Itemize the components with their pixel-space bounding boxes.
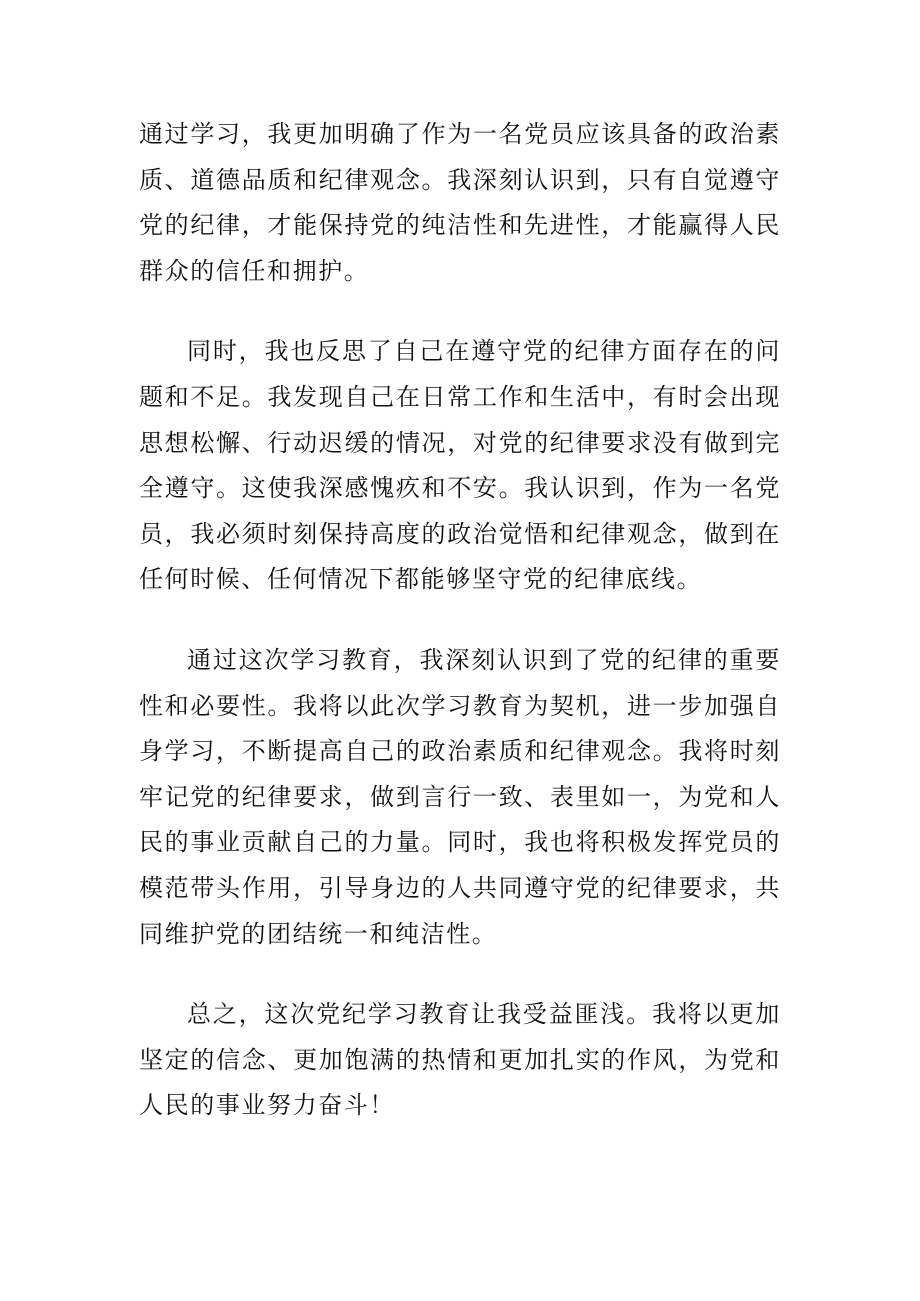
paragraph-4: 总之，这次党纪学习教育让我受益匪浅。我将以更加坚定的信念、更加饱满的热情和更加扎实的作风，为党和人民的事业努力奋斗！ xyxy=(139,1000,781,1120)
paragraph-2: 同时，我也反思了自己在遵守党的纪律方面存在的问题和不足。我发现自己在日常工作和生活中，有时会出现思想松懈、行动迟缓的情况，对党的纪律要求没有做到完全遵守。这使我深感愧疚和不安。我认识到，作为一名党员，我必须时刻保持高度的政治觉悟和纪律观念，做到在任何时候、任何情况下都能够坚守党的纪律底线。 xyxy=(139,337,781,594)
paragraph-3: 通过这次学习教育，我深刻认识到了党的纪律的重要性和必要性。我将以此次学习教育为契机，进一步加强自身学习，不断提高自己的政治素质和纪律观念。我将时刻牢记党的纪律要求，做到言行一致、表里如一，为党和人民的事业贡献自己的力量。同时，我也将积极发挥党员的模范带头作用，引导身边的人共同遵守党的纪律要求，共同维护党的团结统一和纯洁性。 xyxy=(139,645,781,948)
paragraph-1: 通过学习，我更加明确了作为一名党员应该具备的政治素质、道德品质和纪律观念。我深刻认识到，只有自觉遵守党的纪律，才能保持党的纯洁性和先进性，才能赢得人民群众的信任和拥护。 xyxy=(139,120,781,285)
